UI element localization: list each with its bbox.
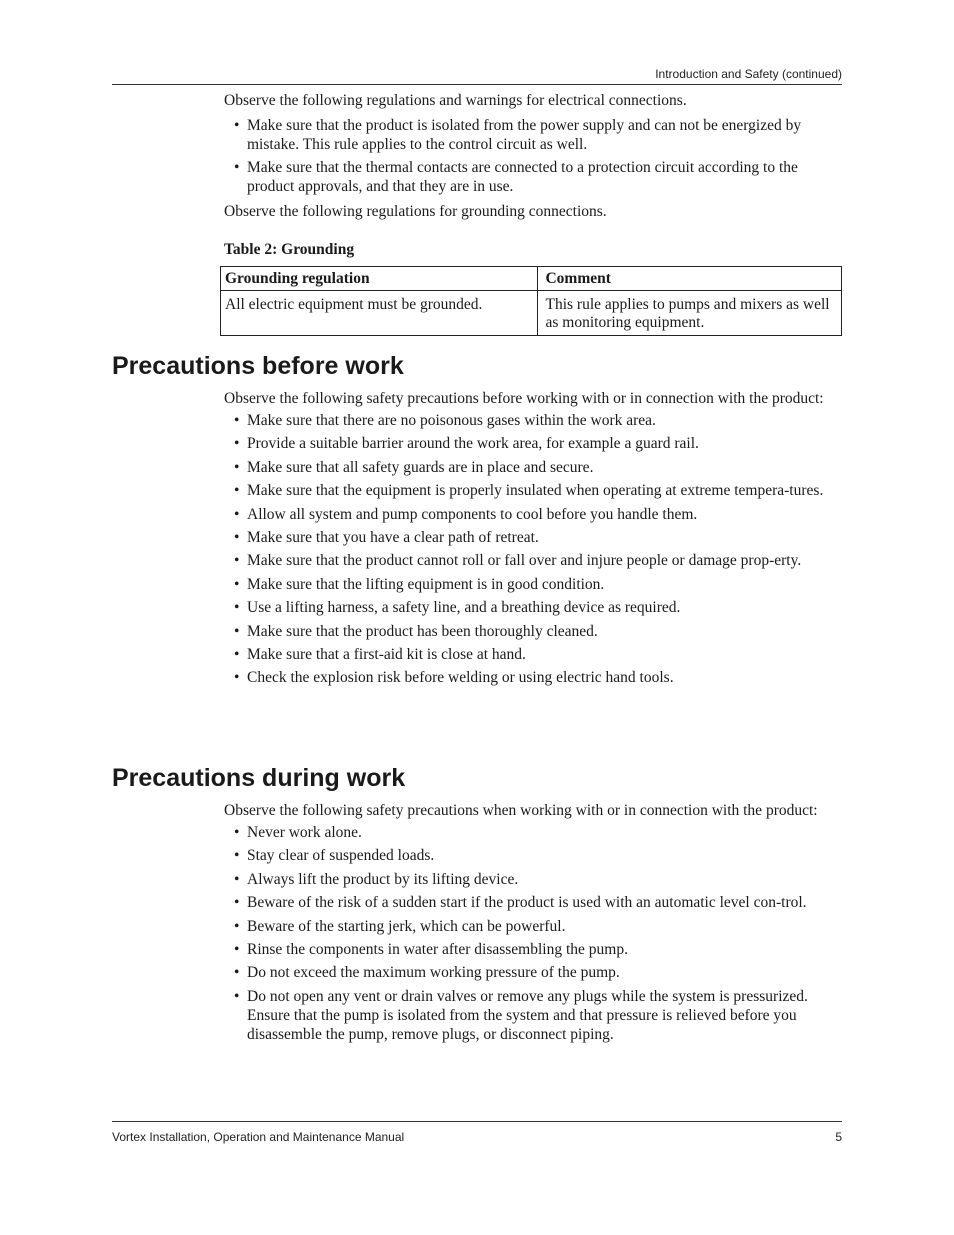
list-item: • Do not exceed the maximum working pressure of the pump. (224, 963, 839, 982)
before-work-intro: Observe the following safety precautions before working with or in connection with the product: (224, 390, 824, 407)
table-header-cell: Comment (538, 267, 842, 291)
during-work-intro: Observe the following safety precautions when working with or in connection with the product: (224, 802, 818, 819)
list-item: • Make sure that the product is isolated from the power supply and can not be energized by mistake. This rule applies to the control circuit as well. (224, 116, 839, 154)
page-number: 5 (835, 1130, 842, 1144)
grounding-intro: Observe the following regulations for grounding connections. (224, 203, 607, 220)
list-item: • Make sure that there are no poisonous gases within the work area. (224, 411, 839, 430)
header-rule (112, 84, 842, 85)
list-item: • Use a lifting harness, a safety line, and a breathing device as required. (224, 598, 839, 617)
during-work-bullet-list (224, 823, 839, 1044)
list-item: • Allow all system and pump components to cool before you handle them. (224, 505, 839, 524)
section-heading-before-work: Precautions before work (112, 352, 404, 380)
list-item: • Make sure that the product cannot roll or fall over and injure people or damage prop-erty. (224, 551, 839, 570)
list-item: • Provide a suitable barrier around the work area, for example a guard rail. (224, 434, 839, 453)
list-item: • Check the explosion risk before welding or using electric hand tools. (224, 668, 839, 687)
electrical-connections-section (224, 91, 839, 221)
electrical-intro: Observe the following regulations and warnings for electrical connections. (224, 92, 687, 109)
list-item: • Make sure that the lifting equipment is in good condition. (224, 575, 839, 594)
list-item: • Make sure that the product has been thoroughly cleaned. (224, 622, 839, 641)
list-item: • Never work alone. (224, 823, 839, 842)
list-item: • Make sure that you have a clear path of retreat. (224, 528, 839, 547)
during-work-section (224, 801, 839, 1048)
list-item: • Make sure that all safety guards are in place and secure. (224, 458, 839, 477)
list-item: • Make sure that the equipment is properly insulated when operating at extreme tempera-tures. (224, 481, 839, 500)
before-work-section (224, 389, 839, 692)
table-header-cell: Grounding regulation (221, 267, 538, 291)
list-item: • Do not open any vent or drain valves or remove any plugs while the system is pressurized. Ensure that the pump is isolated from the system and that pressure is relieved before you disassemble the pump, remove plugs, or disconnect piping. (224, 987, 839, 1044)
table-cell: All electric equipment must be grounded. (221, 291, 538, 336)
table-caption: Table 2: Grounding (224, 241, 355, 258)
list-item: • Make sure that a first-aid kit is close at hand. (224, 645, 839, 664)
list-item: • Beware of the starting jerk, which can be powerful. (224, 917, 839, 936)
table-row (221, 291, 842, 336)
running-head: Introduction and Safety (continued) (655, 67, 842, 81)
footer-title: Vortex Installation, Operation and Maintenance Manual (112, 1130, 405, 1144)
grounding-table (220, 266, 842, 336)
list-item: • Rinse the components in water after disassembling the pump. (224, 940, 839, 959)
list-item: • Beware of the risk of a sudden start if the product is used with an automatic level con-trol. (224, 893, 839, 912)
list-item: • Always lift the product by its lifting device. (224, 870, 839, 889)
list-item: • Make sure that the thermal contacts are connected to a protection circuit according to the product approvals, and that they are in use. (224, 158, 839, 196)
electrical-bullet-list (224, 116, 839, 196)
list-item: • Stay clear of suspended loads. (224, 846, 839, 865)
before-work-bullet-list (224, 411, 839, 687)
section-heading-during-work: Precautions during work (112, 764, 406, 792)
table-header-row (221, 267, 842, 291)
footer-rule (112, 1121, 842, 1122)
table-cell: This rule applies to pumps and mixers as well as monitoring equipment. (538, 291, 842, 336)
